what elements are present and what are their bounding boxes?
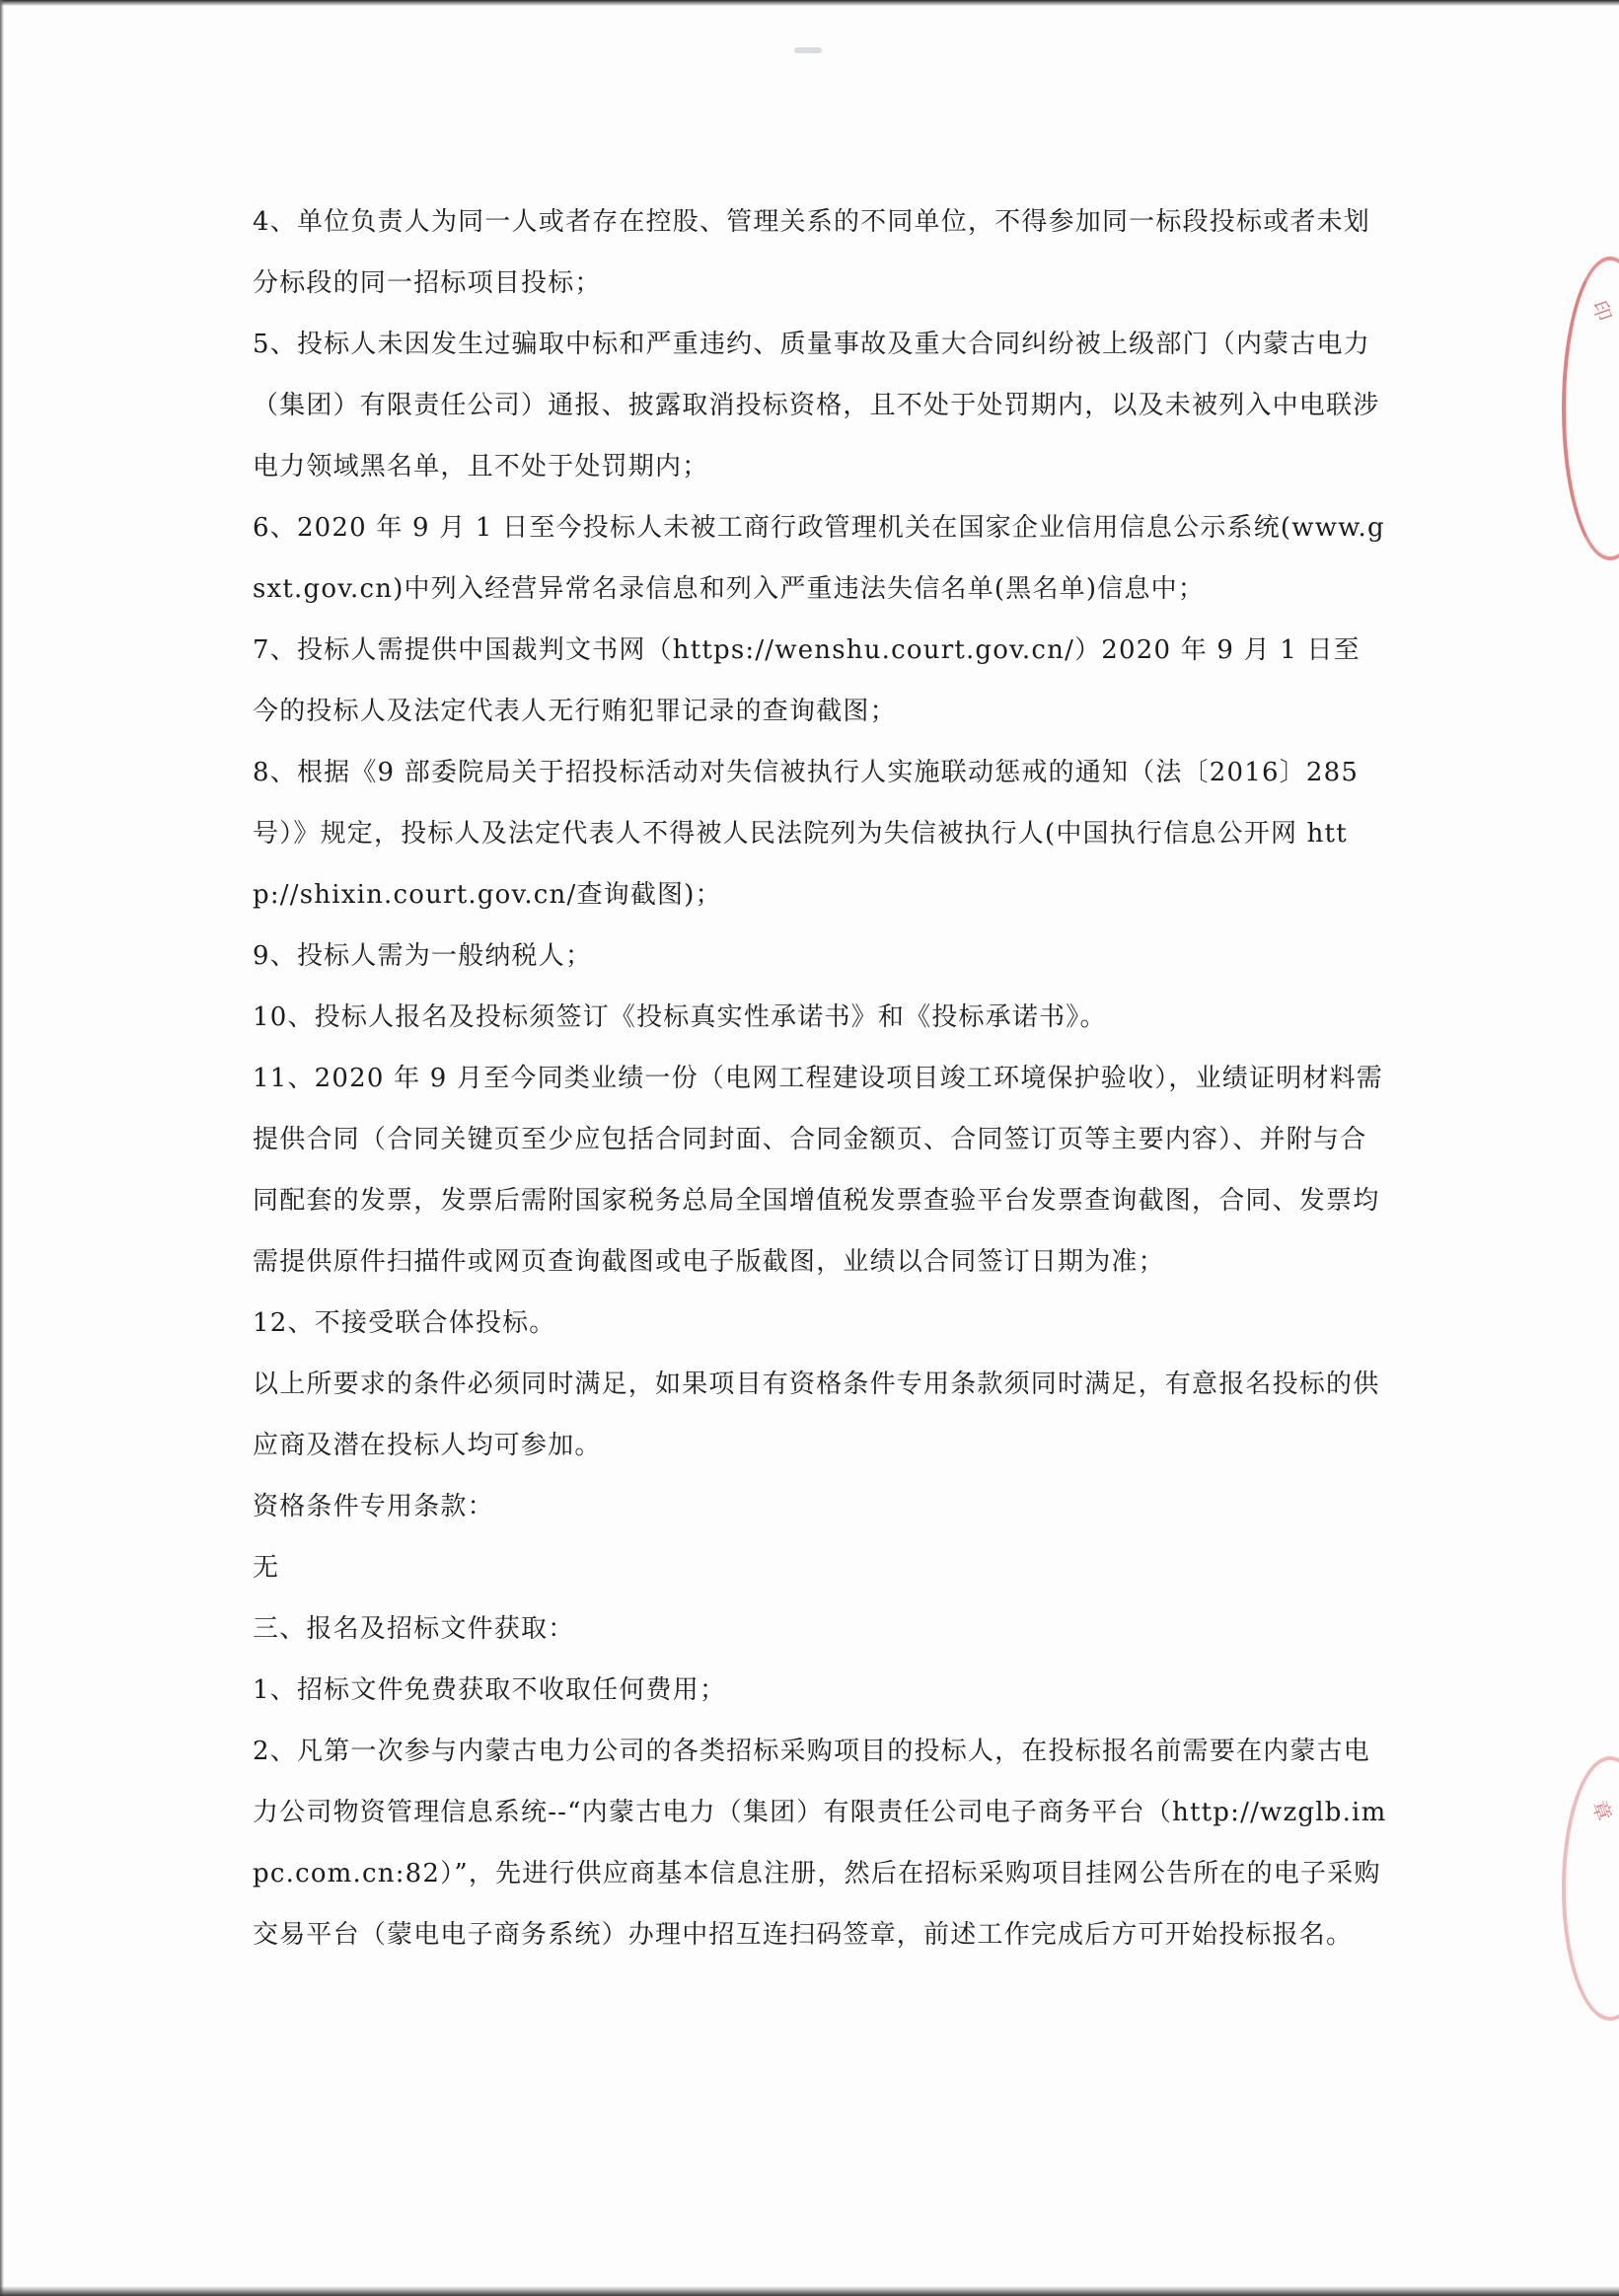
requirements-summary: 以上所要求的条件必须同时满足，如果项目有资格条件专用条款须同时满足，有意报名投标的供应商及潜在投标人均可参加。: [253, 1370, 1380, 1460]
special-clauses-heading: 资格条件专用条款：: [253, 1492, 494, 1521]
clause-9: 9、投标人需为一般纳税人；: [253, 941, 593, 971]
clause-11: 11、2020 年 9 月至今同类业绩一份（电网工程建设项目竣工环境保护验收），业绩证明材料需提供合同（合同关键页至少应包括合同封面、合同金额页、合同签订页等主要内容）、并附与合同配套的发票，发票后需附国家税务总局全国增值税发票查验平台发票查询截图，合同、发票均需提供原件扫描件或网页查询截图或电子版截图，业绩以合同签订日期为准；: [253, 1064, 1383, 1277]
scan-shadow-top: [0, 0, 1619, 6]
scan-artifact-mark: [794, 47, 822, 53]
scan-shadow-bottom: [0, 2286, 1619, 2296]
section-3-item-2: 2、凡第一次参与内蒙古电力公司的各类招标采购项目的投标人，在投标报名前需要在内蒙古电力公司物资管理信息系统--“内蒙古电力（集团）有限责任公司电子商务平台（http://wzglb.impc.com.cn:82）”，先进行供应商基本信息注册，然后在招标采购项目挂网公告所在的电子采购交易平台（蒙电电子商务系统）办理中招互连扫码签章，前述工作完成后方可开始投标报名。: [253, 1737, 1387, 1950]
clause-12: 12、不接受联合体投标。: [253, 1308, 556, 1338]
clause-7: 7、投标人需提供中国裁判文书网（https://wenshu.court.gov.cn/）2020 年 9 月 1 日至今的投标人及法定代表人无行贿犯罪记录的查询截图；: [253, 635, 1361, 726]
seal-text-fragment-top: 印: [1586, 297, 1617, 325]
clause-4: 4、单位负责人为同一人或者存在控股、管理关系的不同单位，不得参加同一标段投标或者未划分标段的同一招标项目投标；: [253, 207, 1370, 298]
scan-shadow-left: [0, 0, 4, 2296]
section-3-item-1: 1、招标文件免费获取不收取任何费用；: [253, 1675, 727, 1705]
special-clauses-value: 无: [253, 1553, 280, 1583]
document-body: [253, 191, 1387, 1965]
clause-10: 10、投标人报名及投标须签订《投标真实性承诺书》和《投标承诺书》。: [253, 1002, 1107, 1032]
section-3-heading: 三、报名及招标文件获取：: [253, 1614, 575, 1644]
seal-text-fragment-bottom: 章: [1586, 1797, 1617, 1824]
clause-5: 5、投标人未因发生过骗取中标和严重违约、质量事故及重大合同纠纷被上级部门（内蒙古电力（集团）有限责任公司）通报、披露取消投标资格，且不处于处罚期内，以及未被列入中电联涉电力领域黑名单，且不处于处罚期内；: [253, 330, 1380, 481]
clause-8: 8、根据《9 部委院局关于招投标活动对失信被执行人实施联动惩戒的通知（法〔2016〕285 号）》规定，投标人及法定代表人不得被人民法院列为失信被执行人(中国执行信息公开网 http://shixin.court.gov.cn/查询截图)；: [253, 758, 1360, 910]
clause-6: 6、2020 年 9 月 1 日至今投标人未被工商行政管理机关在国家企业信用信息公示系统(www.gsxt.gov.cn)中列入经营异常名录信息和列入严重违法失信名单(黑名单)信息中；: [253, 513, 1385, 604]
